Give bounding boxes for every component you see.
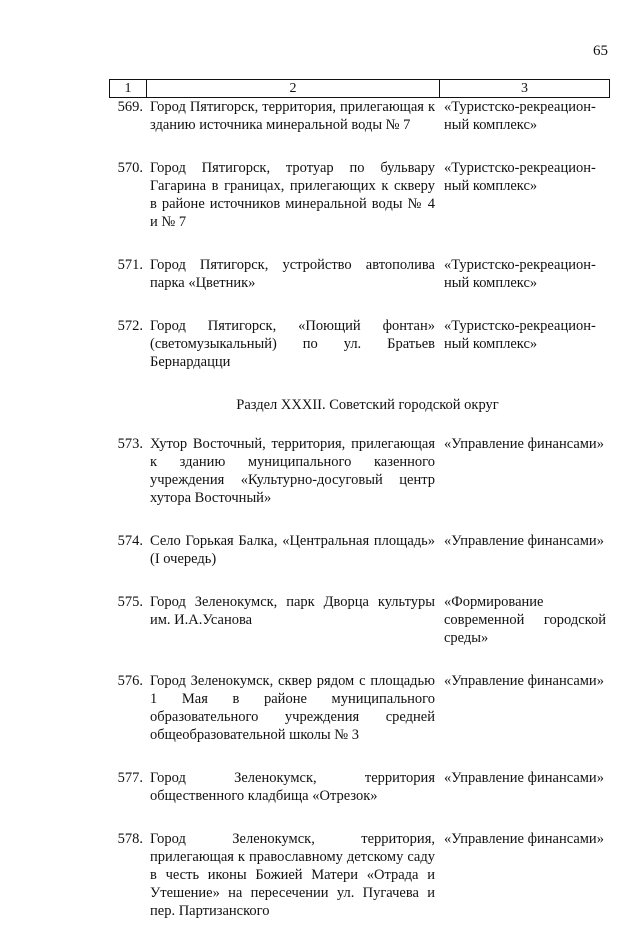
header-col-1: 1 [110, 80, 147, 98]
row-number: 571. [117, 257, 143, 273]
table-row [109, 593, 606, 647]
table-row [109, 256, 606, 292]
section-title: Раздел XXXII. Советский городской округ [236, 397, 499, 413]
row-object-name: Город Зеленокумск, территория общественного кладбища «Отрезок» [150, 770, 435, 804]
table-row [109, 317, 606, 371]
row-number: 575. [117, 594, 143, 610]
row-object-name: Хутор Восточный, территория, прилегающая к зданию муниципального казенного учреждения «Культурно-досуговый центр хутора Восточный» [150, 436, 435, 506]
row-number: 572. [117, 318, 143, 334]
row-number: 574. [117, 533, 143, 549]
table-header [109, 79, 610, 98]
header-col-2: 2 [147, 80, 440, 98]
row-program: «Туристско-рекреацион- ный комплекс» [444, 318, 596, 352]
table-row [109, 830, 606, 920]
row-program: «Управление финансами» [444, 770, 604, 786]
row-program: «Управление финансами» [444, 436, 604, 452]
row-number: 577. [117, 770, 143, 786]
row-object-name: Город Зеленокумск, парк Дворца культуры им. И.А.Усанова [150, 594, 435, 628]
row-program: «Управление финансами» [444, 673, 604, 689]
table-row [109, 98, 606, 134]
row-number: 578. [117, 831, 143, 847]
row-number: 569. [117, 99, 143, 115]
row-object-name: Город Зеленокумск, территория, прилегающая к православному детскому саду в честь иконы Божией Матери «Отрада и Утешение» на пересечении ул. Пугачева и пер. Партизанского [150, 831, 435, 919]
row-program: «Туристско-рекреацион- ный комплекс» [444, 257, 596, 291]
row-object-name: Село Горькая Балка, «Центральная площадь» (I очередь) [150, 533, 435, 567]
header-col-3: 3 [440, 80, 610, 98]
row-program: «Управление финансами» [444, 831, 604, 847]
row-program: «Туристско-рекреацион- ный комплекс» [444, 99, 596, 133]
page-number: 65 [593, 43, 608, 59]
row-program: «Туристско-рекреацион- ный комплекс» [444, 160, 596, 194]
row-object-name: Город Пятигорск, тротуар по бульвару Гагарина в границах, прилегающих к скверу в районе источников минеральной воды № 4 и № 7 [150, 160, 435, 230]
table-row [109, 159, 606, 231]
row-program: «Управление финансами» [444, 533, 604, 549]
row-object-name: Город Пятигорск, территория, прилегающая к зданию источника минеральной воды № 7 [150, 99, 435, 133]
row-object-name: Город Пятигорск, устройство автополива парка «Цветник» [150, 257, 435, 291]
table-row [109, 769, 606, 805]
row-program: «Формирование современной городской среды» [444, 594, 606, 646]
row-number: 573. [117, 436, 143, 452]
row-object-name: Город Пятигорск, «Поющий фонтан» (светомузыкальный) по ул. Братьев Бернардацци [150, 318, 435, 370]
table-row [109, 435, 606, 507]
table-row [109, 672, 606, 744]
row-number: 570. [117, 160, 143, 176]
table-body [109, 98, 606, 945]
table-row [109, 532, 606, 568]
row-number: 576. [117, 673, 143, 689]
row-object-name: Город Зеленокумск, сквер рядом с площадью 1 Мая в районе муниципального образовательного учреждения средней общеобразовательной школы № 3 [150, 673, 435, 743]
